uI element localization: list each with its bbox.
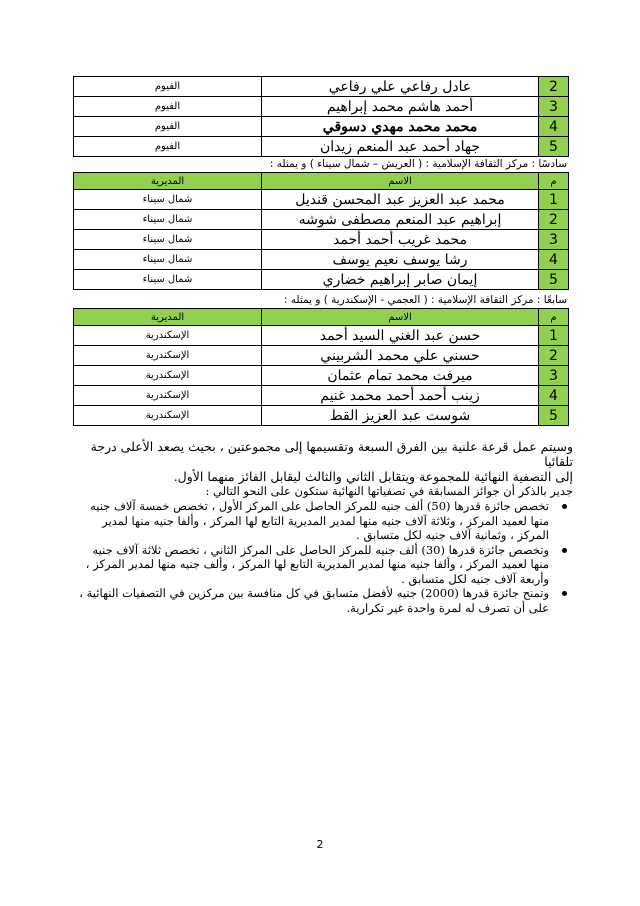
directorate: الفيوم <box>74 97 262 117</box>
table-row <box>74 386 569 406</box>
table-row <box>74 250 569 270</box>
directorate: الفيوم <box>74 137 262 157</box>
bullet-text: وتخصص جائزة قدرها (30) ألف جنيه للمركز الحاصل على المركز الثاني ، تخصص ثلاثة آلاف جنيه منها لعميد المركز ، وألفا جنيه منها لمدير المديرية التابع لها المركز ، وألف جنيه منها لمدير المركز ، وأربعة آلاف جنيه لكل متسابق . <box>85 542 549 586</box>
bullet-text: وتمنح جائزة قدرها (2000) جنيه لأفضل متسابق في كل منافسة بين مركزين في التصفيات النهائية ، على أن تصرف له لمرة واحدة غير تكرارية. <box>79 586 549 615</box>
header-number: م <box>539 173 569 190</box>
section-title: سابعًا : مركز الثقافة الإسلامية : ( العجمي - الإسكندرية ) و يمثله : <box>283 294 567 306</box>
table-row <box>74 406 569 426</box>
bullet-icon <box>562 591 567 596</box>
contestant-name: شوست عبد العزيز القط <box>262 406 539 426</box>
header-name: الاسم <box>262 309 539 326</box>
contestant-name: محمد محمد مهدي دسوقي <box>262 117 539 137</box>
directorate: شمال سيناء <box>74 210 262 230</box>
contestant-name: حسني علي محمد الشربيني <box>262 346 539 366</box>
section-title: سادسًا : مركز الثقافة الإسلامية : ( العريش – شمال سيناء ) و يمثله : <box>269 158 567 170</box>
paragraph-line: جدير بالذكر أن جوائز المسابقة في تصفياتها النهائية ستكون على النحو التالي : <box>205 484 573 498</box>
directorate: الإسكندرية <box>74 386 262 406</box>
contestant-name: حسن عبد الغني السيد أحمد <box>262 326 539 346</box>
contestant-name: إيمان صابر إبراهيم خضاري <box>262 270 539 290</box>
list-item <box>73 586 549 615</box>
row-number: 3 <box>539 230 569 250</box>
closing-text <box>73 439 573 615</box>
row-number: 5 <box>539 270 569 290</box>
table-row <box>74 117 569 137</box>
bullet-icon <box>562 504 567 509</box>
row-number: 4 <box>539 386 569 406</box>
directorate: شمال سيناء <box>74 230 262 250</box>
row-number: 1 <box>539 190 569 210</box>
table-row <box>74 346 569 366</box>
list-item <box>73 543 549 587</box>
page-number: 2 <box>316 838 324 851</box>
row-number: 5 <box>539 406 569 426</box>
contestant-name: زينب أحمد أحمد محمد غنيم <box>262 386 539 406</box>
prize-list <box>73 499 573 615</box>
table-top <box>73 76 569 157</box>
table-row <box>74 137 569 157</box>
row-number: 3 <box>539 366 569 386</box>
contestant-name: رشا يوسف نعيم يوسف <box>262 250 539 270</box>
row-number: 5 <box>539 137 569 157</box>
section-6 <box>73 156 569 290</box>
table-row <box>74 77 569 97</box>
table-top-wrap <box>73 76 569 157</box>
directorate: شمال سيناء <box>74 250 262 270</box>
header-number: م <box>539 309 569 326</box>
contestant-name: إبراهيم عبد المنعم مصطفى شوشه <box>262 210 539 230</box>
directorate: شمال سيناء <box>74 190 262 210</box>
row-number: 2 <box>539 77 569 97</box>
header-name: الاسم <box>262 173 539 190</box>
table-row <box>74 210 569 230</box>
table-row <box>74 366 569 386</box>
paragraph-line: إلى التصفية النهائية للمجموعة ويتقابل الثاني والثالث ليقابل الفائز منهما الأول. <box>173 469 573 484</box>
contestant-name: عادل رفاعي علي رفاعي <box>262 77 539 97</box>
table-row <box>74 326 569 346</box>
contestant-name: أحمد هاشم محمد إبراهيم <box>262 97 539 117</box>
header-directorate: المديرية <box>74 173 262 190</box>
table-section-6 <box>73 172 569 290</box>
table-section-7 <box>73 308 569 426</box>
section-7 <box>73 292 569 426</box>
contestant-name: محمد عبد العزيز عبد المحسن قنديل <box>262 190 539 210</box>
directorate: الإسكندرية <box>74 326 262 346</box>
row-number: 4 <box>539 250 569 270</box>
bullet-icon <box>562 548 567 553</box>
directorate: الإسكندرية <box>74 366 262 386</box>
row-number: 4 <box>539 117 569 137</box>
contestant-name: محمد غريب أحمد أحمد <box>262 230 539 250</box>
paragraph-line: وسيتم عمل قرعة علنية بين الفرق السبعة وتقسيمها إلى مجموعتين ، بحيث يصعد الأعلى درجة تلقائيا <box>90 439 573 469</box>
table-row <box>74 270 569 290</box>
directorate: شمال سيناء <box>74 270 262 290</box>
contestant-name: جهاد أحمد عبد المنعم زيدان <box>262 137 539 157</box>
table-header-row <box>74 173 569 190</box>
table-row <box>74 190 569 210</box>
directorate: الإسكندرية <box>74 406 262 426</box>
row-number: 3 <box>539 97 569 117</box>
row-number: 2 <box>539 346 569 366</box>
bullet-text: تخصص جائزة قدرها (50) ألف جنيه للمركز الحاصل على المركز الأول ، تخصص خمسة آلاف جنيه منها لعميد المركز ، وثلاثة آلاف جنيه منها لمدير المديرية التابع لها المركز ، وألفا جنيه منها لمدير المركز ، وثمانية آلاف جنيه لكل متسابق . <box>90 499 549 542</box>
header-directorate: المديرية <box>74 309 262 326</box>
directorate: الفيوم <box>74 77 262 97</box>
table-row <box>74 97 569 117</box>
directorate: الإسكندرية <box>74 346 262 366</box>
row-number: 1 <box>539 326 569 346</box>
table-header-row <box>74 309 569 326</box>
table-row <box>74 230 569 250</box>
directorate: الفيوم <box>74 117 262 137</box>
list-item <box>73 499 549 543</box>
row-number: 2 <box>539 210 569 230</box>
contestant-name: ميرفت محمد تمام عثمان <box>262 366 539 386</box>
